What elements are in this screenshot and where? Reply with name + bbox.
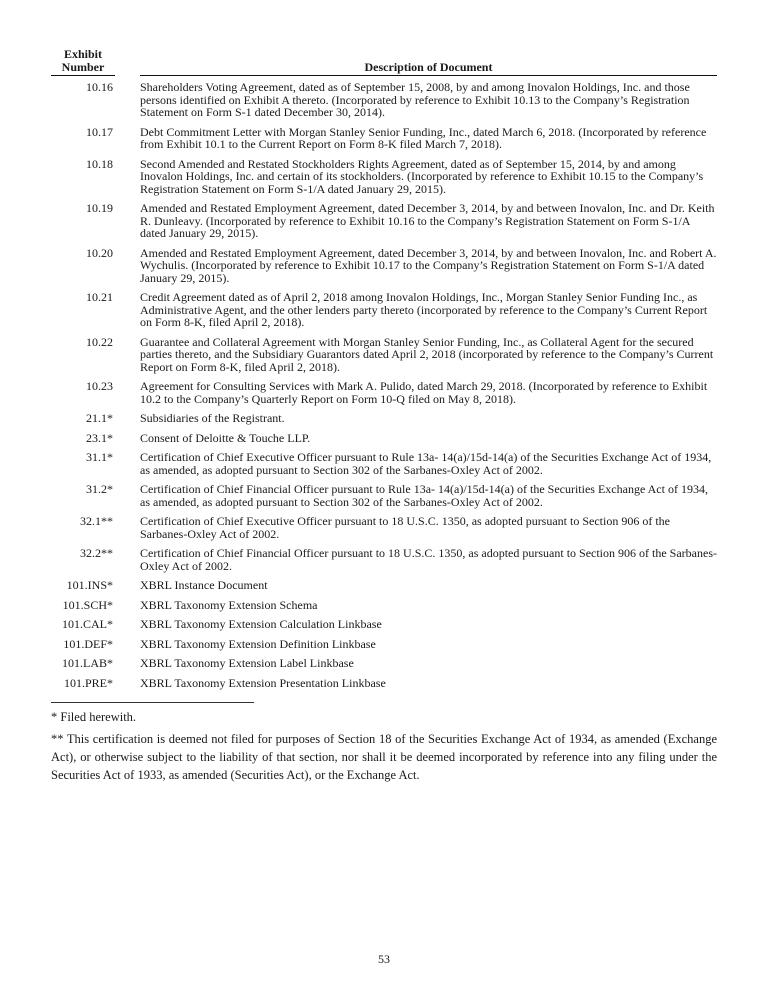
description-header-label: Description of Document: [364, 59, 493, 74]
exhibit-description: Shareholders Voting Agreement, dated as of September 15, 2008, by and among Inovalon Holdings, Inc. and those persons identified on Exhibit A thereto. (Incorporated by reference to Exhibit 10.13 to the Company’s Registration Statement on Form S-1 dated December 30, 2014).: [140, 80, 690, 119]
exhibit-number: 31.2*: [86, 482, 113, 496]
exhibit-number: 101.SCH*: [62, 597, 113, 612]
table-row: [51, 81, 717, 119]
column-gap: [115, 451, 140, 476]
table-row: [51, 515, 717, 540]
column-gap: [115, 515, 140, 540]
exhibit-number: 21.1*: [86, 411, 113, 425]
exhibit-number: 10.16: [86, 80, 113, 94]
exhibit-description: XBRL Taxonomy Extension Definition Linkbase: [140, 636, 376, 651]
exhibit-description: Second Amended and Restated Stockholders Rights Agreement, dated as of September 15, 2014, by and among Inovalon Holdings, Inc. and certain of its stockholders. (Incorporated by reference to Exhibit 10.15 to the Company’s Registration Statement on Form S-1/A dated January 29, 2015).: [140, 156, 704, 196]
table-row: [51, 202, 717, 240]
table-row: [51, 677, 717, 690]
exhibit-number: 10.23: [86, 379, 113, 393]
exhibit-index-table: [51, 48, 717, 689]
exhibit-description: Credit Agreement dated as of April 2, 2018 among Inovalon Holdings, Inc., Morgan Stanley Senior Funding Inc., as Administrative Agent, and the other lenders party thereto (incorporated by reference to the Company’s Current Report on Form 8-K, filed April 2, 2018).: [140, 290, 708, 329]
footnote-separator-rule: [51, 702, 254, 703]
exhibit-number: 10.21: [86, 290, 113, 304]
column-gap: [115, 126, 140, 151]
table-body: [51, 81, 717, 689]
exhibit-description: XBRL Taxonomy Extension Schema: [140, 597, 318, 612]
table-row: [51, 380, 717, 405]
exhibit-description: Guarantee and Collateral Agreement with Morgan Stanley Senior Funding, Inc., as Collateral Agent for the secured parties thereto, and the Subsidiary Guarantors dated April 2, 2018 (incorporated by reference to the Company’s Current Report on Form 8-K, filed April 2, 2018).: [140, 334, 714, 374]
column-gap: [115, 638, 140, 651]
column-gap: [115, 483, 140, 508]
exhibit-description: Certification of Chief Financial Officer pursuant to 18 U.S.C. 1350, as adopted pursuant to Section 906 of the Sarbanes-Oxley Act of 2002.: [140, 546, 717, 573]
table-row: [51, 291, 717, 329]
exhibit-description: XBRL Taxonomy Extension Presentation Linkbase: [140, 675, 386, 690]
table-row: [51, 158, 717, 196]
exhibit-description: Consent of Deloitte & Touche LLP.: [140, 430, 311, 445]
column-gap: [115, 579, 140, 592]
exhibit-number: 23.1*: [86, 430, 113, 445]
exhibit-number: 10.17: [86, 124, 113, 139]
exhibit-number: 101.PRE*: [63, 675, 113, 690]
table-row: [51, 638, 717, 651]
table-header-row: [51, 48, 717, 76]
table-row: [51, 547, 717, 572]
exhibit-number: 101.LAB*: [62, 656, 113, 670]
table-row: [51, 579, 717, 592]
table-row: [51, 618, 717, 631]
column-gap: [115, 618, 140, 631]
column-gap: [115, 81, 140, 119]
exhibit-number-header-line2: Number: [61, 59, 105, 74]
exhibit-number: 10.20: [86, 245, 113, 260]
column-gap: [115, 432, 140, 445]
table-row: [51, 126, 717, 151]
table-row: [51, 599, 717, 612]
page-number: 53: [378, 952, 390, 966]
description-column-header: [140, 61, 717, 77]
column-gap: [115, 599, 140, 612]
exhibit-number: 101.INS*: [66, 578, 113, 592]
footnote-filed-herewith: * Filed herewith.: [51, 710, 137, 724]
exhibit-number-column-header: [51, 48, 115, 76]
exhibit-description: Agreement for Consulting Services with Mark A. Pulido, dated March 29, 2018. (Incorporated by reference to Exhibit 10.2 to the Company’s Quarterly Report on Form 10-Q filed on May 8, 2018).: [140, 379, 708, 406]
exhibit-number: 101.DEF*: [63, 636, 113, 651]
column-gap: [115, 291, 140, 329]
footnote-certification-disclaimer: ** This certification is deemed not filed for purposes of Section 18 of the Securities Exchange Act of 1934, as amended (Exchange Act), or otherwise subject to the liability of that section, nor shall it be deemed incorporated by reference into any filing under the Securities Act of 1933, as amended (Securities Act), or the Exchange Act.: [51, 732, 717, 782]
table-row: [51, 483, 717, 508]
exhibit-description: Certification of Chief Financial Officer pursuant to Rule 13a- 14(a)/15d-14(a) of the Securities Exchange Act of 1934, as amended, as adopted pursuant to Section 302 of the Sarbanes-Oxley Act of 2002.: [140, 482, 708, 509]
exhibit-number: 32.2**: [80, 546, 113, 560]
column-gap: [115, 202, 140, 240]
exhibit-description: XBRL Taxonomy Extension Label Linkbase: [140, 656, 354, 670]
exhibit-number: 10.18: [86, 156, 113, 171]
table-row: [51, 336, 717, 374]
table-row: [51, 412, 717, 425]
column-gap: [115, 247, 140, 285]
exhibit-description: Amended and Restated Employment Agreement, dated December 3, 2014, by and between Inovalon, Inc. and Dr. Keith R. Dunleavy. (Incorporated by reference to Exhibit 10.16 to the Company’s Registration Statement on Form S-1/A dated January 29, 2015).: [140, 201, 715, 240]
table-row: [51, 432, 717, 445]
exhibit-description: Amended and Restated Employment Agreement, dated December 3, 2014, by and between Inovalon, Inc. and Robert A. Wychulis. (Incorporated by reference to Exhibit 10.17 to the Company’s Registration Statement on Form S-1/A dated January 29, 2015).: [140, 245, 717, 285]
column-gap: [115, 336, 140, 374]
table-row: [51, 247, 717, 285]
column-gap: [115, 380, 140, 405]
exhibit-number: 101.CAL*: [62, 617, 113, 631]
column-gap: [115, 158, 140, 196]
exhibit-number-header-line1: Exhibit: [63, 47, 102, 61]
column-gap: [115, 547, 140, 572]
exhibit-number: 31.1*: [86, 450, 113, 464]
column-gap: [115, 677, 140, 690]
exhibit-number: 32.1**: [80, 514, 113, 528]
table-row: [51, 451, 717, 476]
exhibit-description: XBRL Instance Document: [140, 578, 268, 592]
exhibit-description: XBRL Taxonomy Extension Calculation Linkbase: [140, 617, 382, 631]
exhibit-number: 10.19: [86, 201, 113, 215]
table-row: [51, 657, 717, 670]
column-gap: [115, 412, 140, 425]
exhibit-description: Subsidiaries of the Registrant.: [140, 411, 285, 425]
exhibit-description: Debt Commitment Letter with Morgan Stanley Senior Funding, Inc., dated March 6, 2018. (Incorporated by reference from Exhibit 10.1 to the Current Report on Form 8-K filed March 7, 2018).: [140, 124, 707, 151]
exhibit-number: 10.22: [86, 334, 113, 349]
exhibit-description: Certification of Chief Executive Officer pursuant to 18 U.S.C. 1350, as adopted pursuant to Section 906 of the Sarbanes-Oxley Act of 2002.: [140, 514, 670, 541]
exhibit-description: Certification of Chief Executive Officer pursuant to Rule 13a- 14(a)/15d-14(a) of the Securities Exchange Act of 1934, as amended, as adopted pursuant to Section 302 of the Sarbanes-Oxley Act of 2002.: [140, 450, 712, 477]
column-gap: [115, 657, 140, 670]
